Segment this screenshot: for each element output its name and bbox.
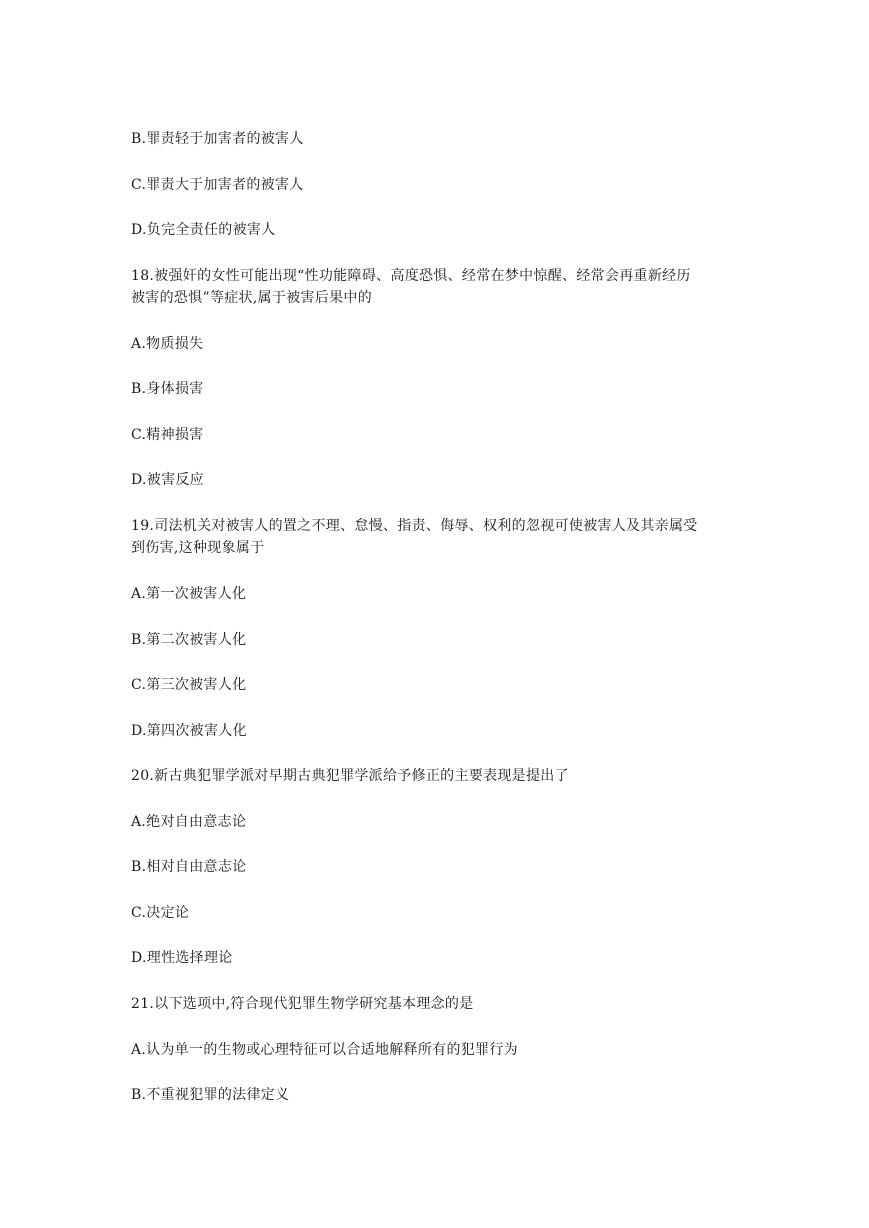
option-21-a: A.认为单一的生物或心理特征可以合适地解释所有的犯罪行为 (131, 1042, 518, 1058)
option-19-c: C.第三次被害人化 (131, 677, 247, 693)
question-19-line-2: 到伤害,这种现象属于 (131, 540, 265, 556)
option-18-b: B.身体损害 (131, 381, 204, 397)
option-20-c: C.决定论 (131, 905, 190, 921)
question-19-line-1: 19.司法机关对被害人的置之不理、怠慢、指责、侮辱、权利的忽视可使被害人及其亲属受 (131, 518, 698, 534)
option-20-d: D.理性选择理论 (131, 950, 233, 966)
option-18-a: A.物质损失 (131, 336, 204, 352)
option-17-b: B.罪责轻于加害者的被害人 (131, 131, 304, 147)
question-18-line-1: 18.被强奸的女性可能出现“性功能障碍、高度恐惧、经常在梦中惊醒、经常会再重新经历 (131, 268, 691, 284)
option-18-c: C.精神损害 (131, 427, 204, 443)
question-18-line-2: 被害的恐惧”等症状,属于被害后果中的 (131, 290, 373, 306)
option-17-c: C.罪责大于加害者的被害人 (131, 177, 304, 193)
option-19-d: D.第四次被害人化 (131, 723, 247, 739)
option-20-a: A.绝对自由意志论 (131, 814, 247, 830)
option-17-d: D.负完全责任的被害人 (131, 222, 276, 238)
option-18-d: D.被害反应 (131, 472, 204, 488)
option-19-b: B.第二次被害人化 (131, 632, 247, 648)
option-21-b: B.不重视犯罪的法律定义 (131, 1087, 290, 1103)
option-20-b: B.相对自由意志论 (131, 859, 247, 875)
question-20: 20.新古典犯罪学派对早期古典犯罪学派给予修正的主要表现是提出了 (131, 768, 569, 784)
option-19-a: A.第一次被害人化 (131, 586, 247, 602)
question-21: 21.以下选项中,符合现代犯罪生物学研究基本理念的是 (131, 996, 474, 1012)
